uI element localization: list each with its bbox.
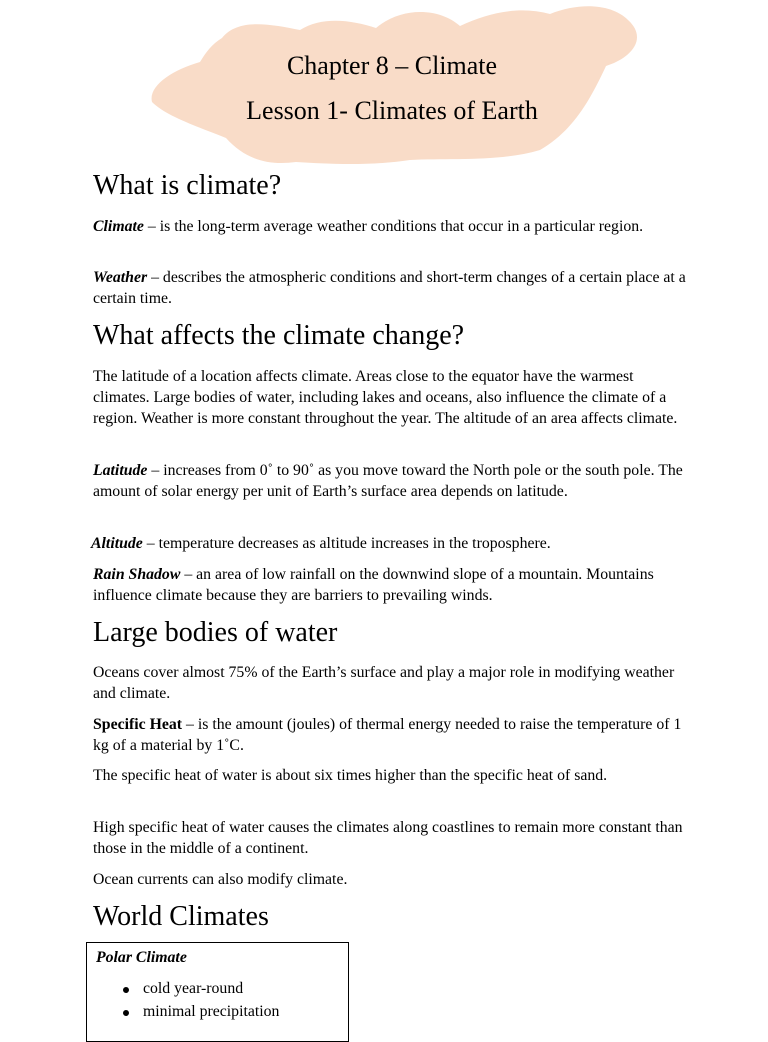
bullet-icon [123, 1010, 129, 1016]
climate-definition [93, 216, 693, 237]
chapter-title: Chapter 8 – Climate [286, 51, 498, 80]
section-heading-climate-change: What affects the climate change? [93, 320, 465, 351]
blob-path [152, 6, 637, 164]
section-heading-bodies-of-water: Large bodies of water [93, 617, 338, 648]
climate-factors-paragraph: The latitude of a location affects climate. Areas close to the equator have the warmest climates. Large bodies of water, including lakes and oceans, also influence the climate of a region. Weather is more constant throughout the year. The altitude of an area affects climate. [93, 368, 678, 427]
polar-climate-box [86, 942, 349, 1042]
bullet-text: cold year-round [143, 980, 244, 997]
bullet-text: minimal precipitation [143, 1003, 280, 1020]
climate-term: Climate [93, 218, 144, 235]
latitude-definition [93, 460, 693, 502]
latitude-term: Latitude [93, 462, 148, 479]
coastline-climate-paragraph: High specific heat of water causes the climates along coastlines to remain more constant than those in the middle of a continent. [93, 819, 683, 857]
rain-shadow-definition [93, 564, 693, 606]
oceans-paragraph: Oceans cover almost 75% of the Earth’s surface and play a major role in modifying weather and climate. [93, 664, 675, 702]
specific-heat-definition [93, 714, 693, 756]
header-blob-shape [0, 0, 768, 180]
bullet-item [143, 1003, 279, 1021]
weather-def-text: – describes the atmospheric conditions and short-term changes of a certain place at a certain time. [93, 269, 686, 307]
specific-heat-comparison-paragraph: The specific heat of water is about six times higher than the specific heat of sand. [93, 767, 608, 784]
altitude-def-text: – temperature decreases as altitude increases in the troposphere. [142, 535, 551, 552]
altitude-definition [91, 533, 691, 554]
bullet-icon [123, 987, 129, 993]
weather-definition [93, 267, 693, 309]
rain-shadow-def-text: – an area of low rainfall on the downwind slope of a mountain. Mountains influence climate because they are barriers to prevailing winds. [93, 566, 654, 604]
climate-def-text: – is the long-term average weather conditions that occur in a particular region. [143, 218, 644, 235]
polar-climate-title: Polar Climate [96, 949, 187, 966]
latitude-def-text: – increases from 0˚ to 90˚ as you move toward the North pole or the south pole. The amount of solar energy per unit of Earth’s surface area depends on latitude. [93, 462, 683, 500]
specific-heat-term: Specific Heat [93, 716, 183, 733]
weather-term: Weather [93, 269, 148, 286]
altitude-term: Altitude [91, 535, 143, 552]
lesson-title: Lesson 1- Climates of Earth [246, 96, 538, 125]
ocean-currents-paragraph: Ocean currents can also modify climate. [93, 871, 348, 888]
specific-heat-def-text: – is the amount (joules) of thermal energy needed to raise the temperature of 1 kg of a material by 1˚C. [93, 716, 682, 754]
section-heading-world-climates: World Climates [93, 901, 269, 932]
section-heading-what-is-climate: What is climate? [93, 170, 282, 201]
rain-shadow-term: Rain Shadow [93, 566, 181, 583]
bullet-item [143, 980, 243, 998]
